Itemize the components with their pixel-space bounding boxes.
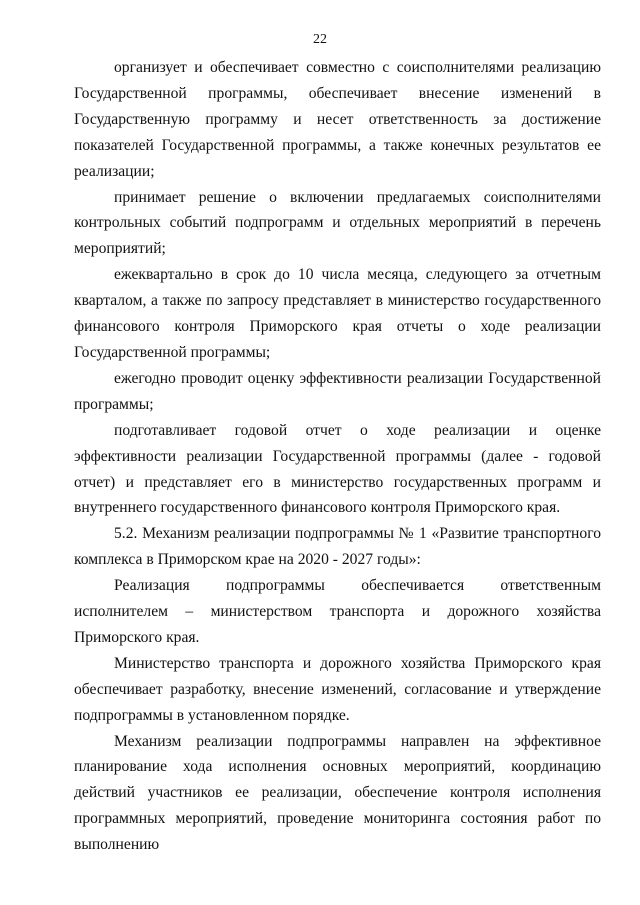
paragraph-annual-report: подготавливает годовой отчет о ходе реализации и оценке эффективности реализации Государственной программы (далее - годовой отчет) и представляет его в министерство государственных программ и внутреннего государственного финансового контроля Приморского края. — [74, 421, 601, 517]
paragraph-responsibilities: организует и обеспечивает совместно с соисполнителями реализацию Государственной программы, обеспечивает внесение изменений в Государственную программу и несет ответственность за достижение показателей Государственной программы, а также конечных результатов ее реализации; — [74, 59, 601, 180]
paragraph-control-events: принимает решение о включении предлагаемых соисполнителями контрольных событий подпрограмм и отдельных мероприятий в перечень мероприятий; — [74, 188, 601, 258]
paragraph-quarterly-reports: ежеквартально в срок до 10 числа месяца, следующего за отчетным кварталом, а также по запросу представляет в министерство государственного финансового контроля Приморского края отчеты о ходе реализации Государственной программы; — [74, 266, 601, 361]
paragraph-ministry-duties: Министерство транспорта и дорожного хозяйства Приморского края обеспечивает разработку, внесение изменений, согласование и утверждение подпрограммы в установленном порядке. — [74, 654, 601, 724]
document-body — [74, 55, 601, 858]
paragraph-mechanism: Механизм реализации подпрограммы направлен на эффективное планирование хода исполнения основных мероприятий, координацию действий участников ее реализации, обеспечение контроля исполнения программных мероприятий, проведение мониторинга состояния работ по выполнению — [74, 732, 601, 854]
section-heading-5-2: 5.2. Механизм реализации подпрограммы № 1 «Развитие транспортного комплекса в Приморском крае на 2020 - 2027 годы»: — [74, 525, 601, 569]
page-number: 22 — [313, 32, 327, 47]
paragraph-annual-evaluation: ежегодно проводит оценку эффективности реализации Государственной программы; — [74, 369, 601, 413]
paragraph-responsible-executor: Реализация подпрограммы обеспечивается ответственным исполнителем – министерством транспорта и дорожного хозяйства Приморского края. — [74, 577, 601, 646]
